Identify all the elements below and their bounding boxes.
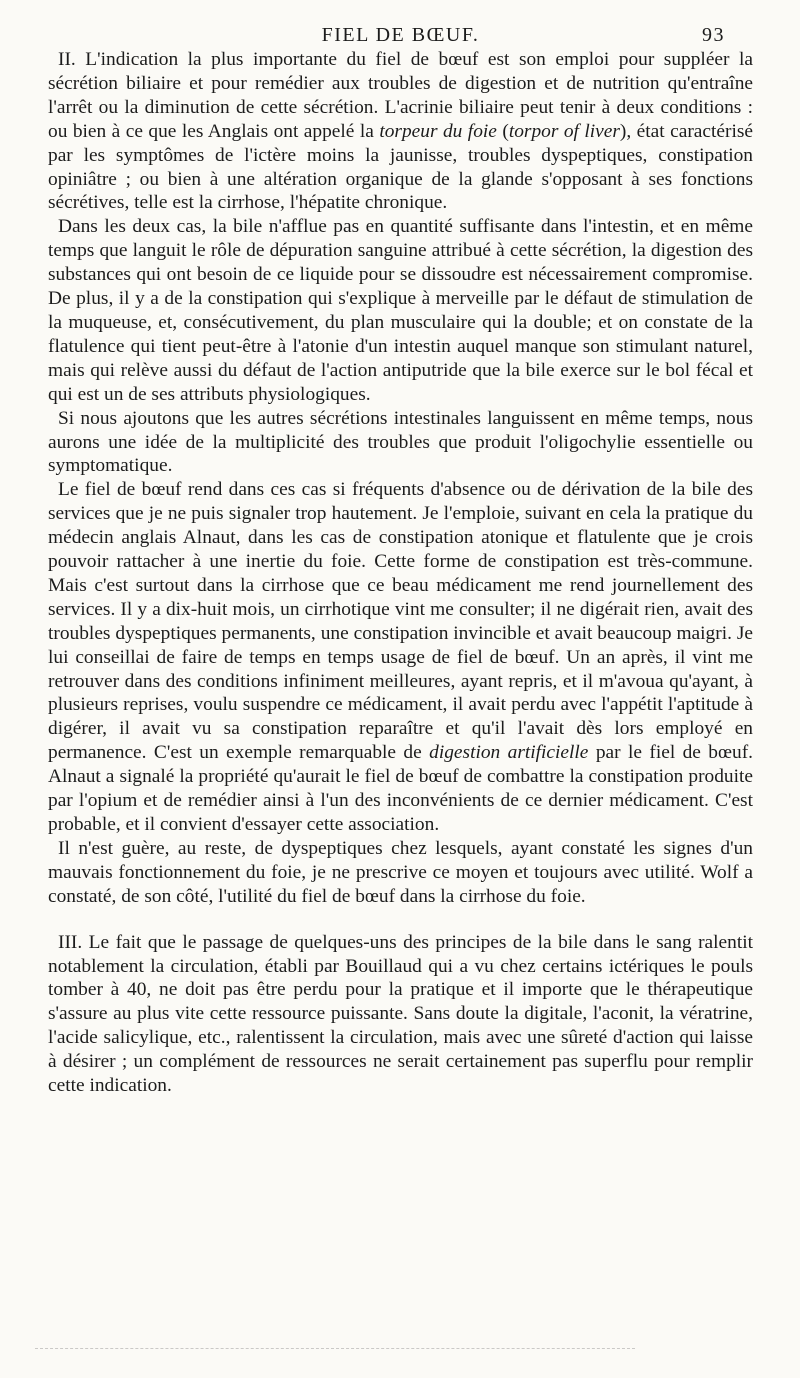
italic-term: torpeur du foie <box>379 120 497 142</box>
section-gap <box>48 909 753 931</box>
page-number: 93 <box>702 24 725 46</box>
paragraph-secretions: Si nous ajoutons que les autres sécrétions intestinales languissent en même temps, nous aurons une idée de la multiplicité des troubles que produit l'oligochylie essentielle ou symptomatique. <box>48 407 753 477</box>
paragraph-ii-indication <box>48 48 753 215</box>
paragraph-deux-cas: Dans les deux cas, la bile n'afflue pas en quantité suffisante dans l'intestin, et en même temps que languit le rôle de dépuration sanguine attribué à cette sécrétion, la digestion des substances qui ont besoin de ce liquide pour se dissoudre est nécessairement compromise. De plus, il y a de la constipation qui s'explique à merveille par le défaut de stimulation de la muqueuse, et, consécutivement, du plan musculaire qui la double; et on constate de la flatulence qui tient peut-être à l'atonie d'un intestin auquel manque son stimulant naturel, mais qui relève aussi du défaut de l'action antiputride que la bile exerce sur le bol fécal et qui est un de ses attributs physiologiques. <box>48 216 753 405</box>
running-title: FIEL DE BŒUF. <box>321 24 480 46</box>
text-run: ( <box>496 120 509 142</box>
italic-term: digestion artificielle <box>429 742 589 764</box>
text-run: Le fiel de bœuf rend dans ces cas si fréquents d'absence ou de dérivation de la bile des services que je ne puis signaler trop hautement. Je l'emploie, suivant en cela la pratique du médecin anglais Alnaut, dans les cas de constipation atonique et flatulente que je crois pouvoir rattacher à une inertie du foie. Cette forme de constipation est très-commune. Mais c'est surtout dans la cirrhose que ce beau médicament me rend journellement des services. Il y a dix-huit mois, un cirrhotique vint me consulter; il ne digérait rien, avait des troubles dyspeptiques permanents, une constipation invincible et avait beaucoup maigri. Je lui conseillai de faire de temps en temps usage de fiel de bœuf. Un an après, il vint me retrouver dans des conditions infiniment meilleures, ayant repris, et il m'avoua qu'ayant, à plusieurs reprises, voulu suspendre ce médicament, il avait perdu avec l'appétit l'aptitude à digérer, il avait vu sa constipation reparaître et qu'il l'avait dès lors employé en permanence. C'est un exemple remarquable de <box>48 479 753 764</box>
text-run: II. L'indication la plus importante du fiel de bœuf est son emploi pour suppléer la sécrétion biliaire et pour remédier aux troubles de digestion et de nutrition qu'entraîne l'arrêt ou la diminution de cette sécrétion. L'acrinie biliaire peut tenir à deux conditions : ou bien à ce que les Anglais ont appelé la <box>48 49 753 142</box>
paragraph-fiel-de-boeuf <box>48 478 753 837</box>
text-run: par le fiel de bœuf. Alnaut a signalé la propriété qu'aurait le fiel de bœuf de combattre la constipation produite par l'opium et de remédier ainsi à l'un des inconvénients de ce dernier médicament. C'est probable, et il convient d'essayer cette association. <box>48 742 754 835</box>
paragraph-iii-circulation: III. Le fait que le passage de quelques-uns des principes de la bile dans le sang ralentit notablement la circulation, établi par Bouillaud qui a vu chez certains ictériques le pouls tomber à 40, ne doit pas être perdu pour la pratique et il importe que le thérapeutique s'assure au plus vite cette ressource puissante. Sans doute la digitale, l'aconit, la vératrine, l'acide salicylique, etc., ralentissent la circulation, mais avec une sûreté d'action qui laisse à désirer ; un complément de ressources ne serait certainement pas superflu pour remplir cette indication. <box>48 931 753 1097</box>
text-run: ), état caractérisé par les symptômes de l'ictère moins la jaunisse, troubles dyspeptiques, constipation opiniâtre ; ou bien à une altération organique de la glande s'opposant à ses fonctions sécrétives, telle est la cirrhose, l'hépatite chronique. <box>48 120 754 214</box>
italic-term: torpor of liver <box>508 120 620 142</box>
bleed-through-rule <box>35 1348 635 1349</box>
page <box>48 18 753 1098</box>
running-header <box>48 18 753 48</box>
paragraph-dyspeptiques: Il n'est guère, au reste, de dyspeptiques chez lesquels, ayant constaté les signes d'un mauvais fonctionnement du foie, je ne prescrive ce moyen et toujours avec utilité. Wolf a constaté, de son côté, l'utilité du fiel de bœuf dans la cirrhose du foie. <box>48 837 753 907</box>
